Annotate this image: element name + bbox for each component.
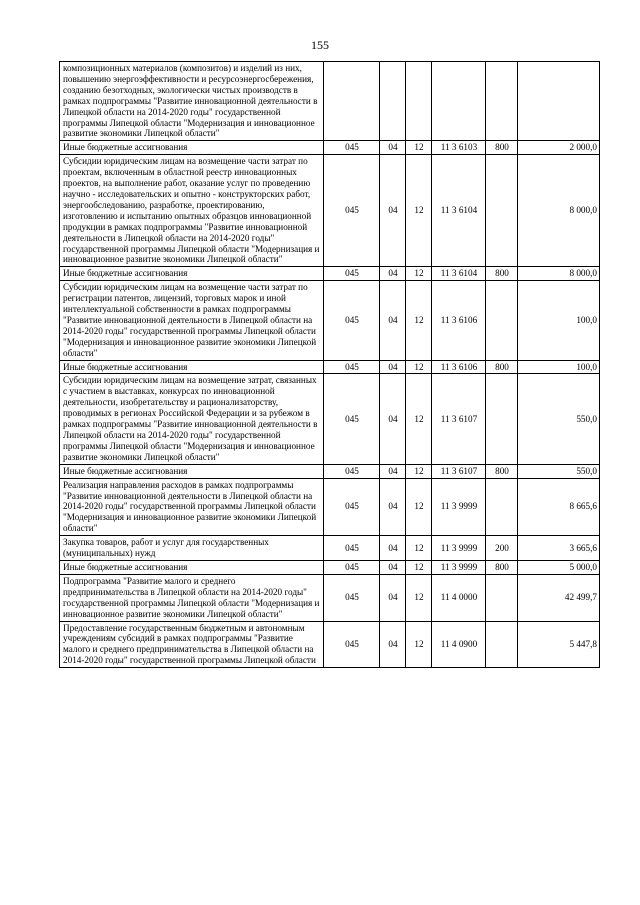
cell-ministry-code: 045 [324, 141, 380, 155]
cell-name: Закупка товаров, работ и услуг для государственных (муниципальных) нужд [60, 536, 324, 561]
table-row [60, 560, 600, 574]
cell-target-article: 11 3 9999 [432, 560, 486, 574]
cell-name: Предоставление государственным бюджетным и автономным учреждениям субсидий в рамках подпрограммы "Развитие малого и среднего предпринимательства в Липецкой области на 2014-2020 годы" государственной программы Липецкой области [60, 621, 324, 668]
cell-target-article: 11 3 6107 [432, 374, 486, 464]
cell-ministry-code: 045 [324, 281, 380, 360]
cell-subsection: 12 [406, 574, 432, 621]
cell-name: Субсидии юридическим лицам на возмещение части затрат по регистрации патентов, лицензий, торговых марок и иной интеллектуальной собственности в рамках подпрограммы "Развитие инновационной деятельности в Липецкой области на 2014-2020 годы" государственной программы Липецкой области "Модернизация и инновационное развитие экономики Липецкой области" [60, 281, 324, 360]
cell-ministry-code [324, 62, 380, 141]
cell-ministry-code: 045 [324, 574, 380, 621]
cell-name: Иные бюджетные ассигнования [60, 267, 324, 281]
cell-amount: 3 665,6 [518, 536, 600, 561]
cell-expense-type: 800 [486, 464, 518, 478]
cell-section: 04 [380, 267, 406, 281]
cell-section: 04 [380, 478, 406, 536]
cell-ministry-code: 045 [324, 464, 380, 478]
cell-expense-type [486, 155, 518, 267]
cell-section: 04 [380, 360, 406, 374]
cell-subsection: 12 [406, 374, 432, 464]
cell-section: 04 [380, 281, 406, 360]
cell-subsection: 12 [406, 141, 432, 155]
cell-expense-type [486, 374, 518, 464]
cell-expense-type: 200 [486, 536, 518, 561]
table-row [60, 267, 600, 281]
cell-section: 04 [380, 464, 406, 478]
cell-expense-type [486, 478, 518, 536]
table-body [60, 62, 600, 668]
cell-amount: 42 499,7 [518, 574, 600, 621]
cell-subsection: 12 [406, 560, 432, 574]
table-row [60, 141, 600, 155]
cell-ministry-code: 045 [324, 360, 380, 374]
cell-amount: 2 000,0 [518, 141, 600, 155]
table-row [60, 281, 600, 360]
cell-target-article: 11 3 9999 [432, 478, 486, 536]
cell-expense-type [486, 621, 518, 668]
cell-subsection: 12 [406, 360, 432, 374]
cell-target-article: 11 3 6103 [432, 141, 486, 155]
cell-name: Подпрограмма "Развитие малого и среднего предпринимательства в Липецкой области на 2014-2020 годы" государственной программы Липецкой области "Модернизация и инновационное развитие экономики Липецкой области" [60, 574, 324, 621]
cell-amount: 5 000,0 [518, 560, 600, 574]
table-row [60, 374, 600, 464]
budget-table [59, 61, 600, 668]
cell-amount: 5 447,8 [518, 621, 600, 668]
table-row [60, 478, 600, 536]
cell-expense-type [486, 574, 518, 621]
cell-ministry-code: 045 [324, 267, 380, 281]
cell-ministry-code: 045 [324, 155, 380, 267]
cell-ministry-code: 045 [324, 536, 380, 561]
cell-expense-type [486, 62, 518, 141]
cell-subsection: 12 [406, 281, 432, 360]
page-number: 155 [311, 38, 329, 52]
table-row [60, 360, 600, 374]
cell-ministry-code: 045 [324, 621, 380, 668]
cell-section: 04 [380, 374, 406, 464]
cell-name: Субсидии юридическим лицам на возмещение части затрат по проектам, включенным в областной реестр инновационных проектов, на выполнение работ, оказание услуг по проведению научно - исследовательских и опытно - конструкторских работ, энергообследованию, разработке, проектированию, изготовлению и испытанию опытных образцов инновационной продукции в рамках подпрограммы "Развитие инновационной деятельности в Липецкой области на 2014-2020 годы" государственной программы Липецкой области "Модернизация и инновационное развитие экономики Липецкой области" [60, 155, 324, 267]
cell-target-article: 11 3 6104 [432, 155, 486, 267]
table-row [60, 574, 600, 621]
cell-subsection [406, 62, 432, 141]
cell-amount: 100,0 [518, 281, 600, 360]
cell-target-article: 11 4 0900 [432, 621, 486, 668]
cell-target-article: 11 3 6106 [432, 281, 486, 360]
cell-expense-type [486, 281, 518, 360]
cell-target-article: 11 3 6107 [432, 464, 486, 478]
cell-section: 04 [380, 155, 406, 267]
cell-name: Иные бюджетные ассигнования [60, 360, 324, 374]
cell-subsection: 12 [406, 536, 432, 561]
cell-name: Субсидии юридическим лицам на возмещение затрат, связанных с участием в выставках, конкурсах по инновационной деятельности, изобретательству и рационализаторству, проводимых в регионах Российской Федерации и за рубежом в рамках подпрограммы "Развитие инновационной деятельности в Липецкой области на 2014-2020 годы" государственной программы Липецкой области "Модернизация и инновационное развитие экономики Липецкой области" [60, 374, 324, 464]
cell-section: 04 [380, 574, 406, 621]
cell-section: 04 [380, 621, 406, 668]
cell-subsection: 12 [406, 267, 432, 281]
cell-name: Иные бюджетные ассигнования [60, 141, 324, 155]
cell-expense-type: 800 [486, 560, 518, 574]
cell-name: композиционных материалов (композитов) и изделий из них, повышению энергоэффективности и ресурсоэнергосбережения, созданию безотходных, экологически чистых производств в рамках подпрограммы "Развитие инновационной деятельности в Липецкой области на 2014-2020 годы" государственной программы Липецкой области "Модернизация и инновационное развитие экономики Липецкой области" [60, 62, 324, 141]
cell-amount: 8 665,6 [518, 478, 600, 536]
table-row [60, 62, 600, 141]
table-row [60, 621, 600, 668]
cell-amount: 100,0 [518, 360, 600, 374]
cell-target-article: 11 4 0000 [432, 574, 486, 621]
cell-subsection: 12 [406, 464, 432, 478]
cell-expense-type: 800 [486, 360, 518, 374]
cell-expense-type: 800 [486, 141, 518, 155]
cell-subsection: 12 [406, 155, 432, 267]
cell-amount: 550,0 [518, 464, 600, 478]
cell-section [380, 62, 406, 141]
cell-target-article: 11 3 9999 [432, 536, 486, 561]
cell-name: Иные бюджетные ассигнования [60, 464, 324, 478]
cell-section: 04 [380, 141, 406, 155]
cell-target-article: 11 3 6106 [432, 360, 486, 374]
cell-subsection: 12 [406, 621, 432, 668]
cell-name: Реализация направления расходов в рамках подпрограммы "Развитие инновационной деятельности в Липецкой области на 2014-2020 годы" государственной программы Липецкой области "Модернизация и инновационное развитие экономики Липецкой области" [60, 478, 324, 536]
cell-ministry-code: 045 [324, 478, 380, 536]
cell-subsection: 12 [406, 478, 432, 536]
cell-section: 04 [380, 536, 406, 561]
cell-ministry-code: 045 [324, 374, 380, 464]
cell-amount: 8 000,0 [518, 155, 600, 267]
cell-amount [518, 62, 600, 141]
table-row [60, 155, 600, 267]
table-row [60, 464, 600, 478]
table-row [60, 536, 600, 561]
cell-section: 04 [380, 560, 406, 574]
cell-amount: 550,0 [518, 374, 600, 464]
cell-name: Иные бюджетные ассигнования [60, 560, 324, 574]
cell-target-article: 11 3 6104 [432, 267, 486, 281]
cell-amount: 8 000,0 [518, 267, 600, 281]
cell-ministry-code: 045 [324, 560, 380, 574]
cell-expense-type: 800 [486, 267, 518, 281]
cell-target-article [432, 62, 486, 141]
